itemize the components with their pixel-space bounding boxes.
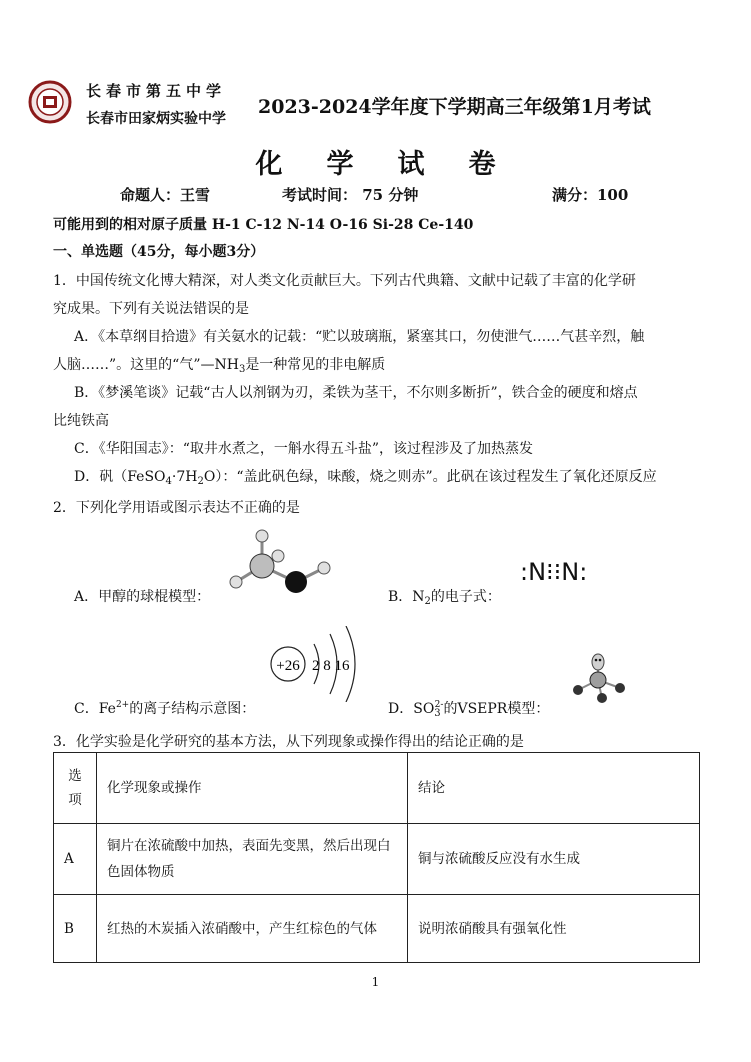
atomic-masses: 可能用到的相对原子质量 H-1 C-12 N-14 O-16 Si-28 Ce-140 [53, 217, 474, 233]
fe-nucleus-label: +26 [276, 658, 300, 674]
fe2-ion-structure-diagram [262, 626, 372, 702]
header-phenomenon: 化学现象或操作 [97, 753, 408, 824]
row-phenomenon: 红热的木炭插入浓硝酸中，产生红棕色的气体 [97, 895, 408, 963]
q2-option-c: C．$Fe^{2+}$的离子结构示意图： [74, 700, 256, 717]
methanol-ball-stick-model [220, 526, 340, 602]
school-name-2: 长春市田家炳实验中学 [86, 111, 226, 127]
exam-time: 考试时间： 75 分钟 [282, 186, 419, 204]
q1-option-d: D．矾$(FeSO_4\cdot 7H_2O)$：“盖此矾色绿，味酸，烧之则赤”。此矾在该过程发生了氧化还原反应 [74, 469, 657, 487]
page-number: 1 [371, 975, 380, 989]
table-header-row [54, 753, 700, 824]
row-phenomenon: 铜片在浓硫酸中加热，表面先变黑，然后出现白色固体物质 [97, 824, 408, 895]
q3-stem: 3．化学实验是化学研究的基本方法，从下列现象或操作得出的结论正确的是 [53, 734, 524, 750]
q1-option-c: C．《华阳国志》：“取井水煮之，一斛水得五斗盐”，该过程涉及了加热蒸发 [74, 441, 534, 457]
fe-shell-electrons: 2 8 16 [312, 658, 350, 674]
table-row [54, 895, 700, 963]
subject-title: 化学试卷 [255, 149, 540, 180]
q1-stem-1: 1．中国传统文化博大精深，对人类文化贡献巨大。下列古代典籍、文献中记载了丰富的化学研 [53, 273, 636, 289]
header-option: 选项 [54, 753, 97, 824]
q1-option-a-2: 人脑……”。这里的“气$”—NH_3$是一种常见的非电解质 [53, 357, 386, 375]
row-option: A [54, 824, 97, 895]
table-row [54, 824, 700, 895]
q1-option-b-1: B．《梦溪笔谈》记载“古人以剂钢为刃，柔铁为茎干，不尔则多断折”，铁合金的硬度和熔点 [74, 385, 638, 401]
row-conclusion: 铜与浓硫酸反应没有水生成 [408, 824, 700, 895]
q2-stem: 2．下列化学用语或图示表达不正确的是 [53, 500, 300, 516]
q2-option-b: B．$N_2$的电子式： [388, 589, 501, 607]
q1-option-a-1: A．《本草纲目拾遗》有关氨水的记载：“贮以玻璃瓶，紧塞其口，勿使泄气……气甚辛烈，触 [74, 329, 645, 345]
exam-author: 命题人：王雪 [120, 186, 211, 204]
exam-title: 2023-2024学年度下学期高三年级第1月考试 [258, 96, 651, 118]
so3-vsepr-model [568, 652, 630, 708]
school-logo [28, 80, 72, 124]
n2-electron-formula: :N⁝⁝N: [520, 558, 588, 586]
q2-option-d: D．$SO_3^{2-}$的VSEPR模型： [388, 700, 550, 719]
header-conclusion: 结论 [408, 753, 700, 824]
row-conclusion: 说明浓硝酸具有强氧化性 [408, 895, 700, 963]
q1-option-b-2: 比纯铁高 [53, 413, 109, 429]
school-name-1: 长春市第五中学 [86, 82, 227, 100]
section-title: 一、单选题（45分，每小题3分） [53, 244, 265, 260]
exam-score: 满分：100 [552, 186, 629, 204]
q3-table [53, 752, 700, 963]
q2-option-a: A．甲醇的球棍模型： [74, 589, 211, 605]
row-option: B [54, 895, 97, 963]
q1-stem-2: 究成果。下列有关说法错误的是 [53, 301, 249, 317]
